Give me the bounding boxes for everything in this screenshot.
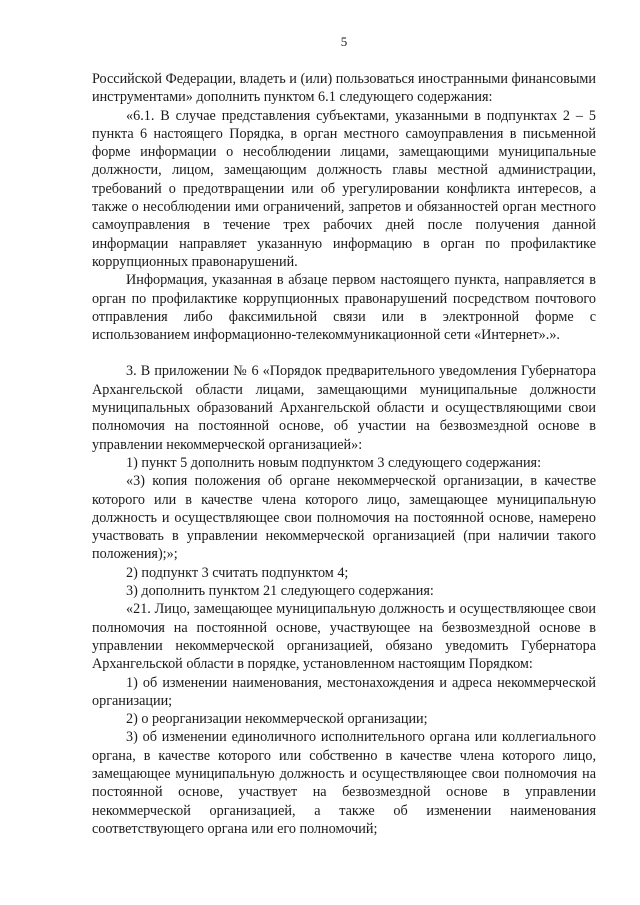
paragraph-10: 1) об изменении наименования, местонахождения и адреса некоммерческой организации; <box>92 674 596 709</box>
page-number: 5 <box>340 34 348 49</box>
paragraph-2: «6.1. В случае представления субъектами, указанными в подпунктах 2 – 5 пункта 6 настоящего Порядка, в орган местного самоуправления в письменной форме информации о несоблюдении лицами, замещающими муниципальные должности, лицом, замещающим должность главы местной администрации, требований о предотвращении или об урегулировании конфликта интересов, а также о несоблюдении ими ограничений, запретов и обязанностей орган местного самоуправления в течение трех рабочих дней после получения данной информации направляет указанную информацию в орган по профилактике коррупционных правонарушений. <box>92 107 596 270</box>
paragraph-8: 3) дополнить пунктом 21 следующего содержания: <box>126 583 434 600</box>
paragraph-3: Информация, указанная в абзаце первом настоящего пункта, направляется в орган по профилактике коррупционных правонарушений посредством почтового отправления либо факсимильной связи или в электронной форме с использованием информационно-телекоммуникационной сети «Интернет».». <box>92 272 596 344</box>
document-page <box>92 34 596 838</box>
paragraph-12: 3) об изменении единоличного исполнительного органа или коллегиального органа, в качестве которого или собственно в качестве члена которого лицо, замещающее муниципальную должность и осуществляющее свои полномочия на постоянной основе, участвует на безвозмездной основе в управлении некоммерческой организацией, а также об изменении наименования соответствующего органа или его полномочий; <box>92 729 596 837</box>
paragraph-11: 2) о реорганизации некоммерческой организации; <box>126 711 428 728</box>
paragraph-5: 1) пункт 5 дополнить новым подпунктом 3 следующего содержания: <box>126 454 542 471</box>
paragraph-1: Российской Федерации, владеть и (или) пользоваться иностранными финансовыми инструментами» дополнить пунктом 6.1 следующего содержания: <box>92 71 596 106</box>
paragraph-7: 2) подпункт 3 считать подпунктом 4; <box>126 564 349 581</box>
paragraph-spacer <box>92 344 596 362</box>
paragraph-9: «21. Лицо, замещающее муниципальную должность и осуществляющее свои полномочия на постоянной основе, участвующее на безвозмездной основе в управлении некоммерческой организацией, обязано уведомить Губернатора Архангельской области в порядке, установленном настоящим Порядком: <box>92 601 596 673</box>
paragraph-4: 3. В приложении № 6 «Порядок предварительного уведомления Губернатора Архангельской области лицами, замещающими муниципальные должности муниципальных образований Архангельской области и осуществляющими свои полномочия на постоянной основе, об участии на безвозмездной основе в управлении некоммерческой организацией»: <box>92 363 596 453</box>
paragraph-6: «3) копия положения об органе некоммерческой организации, в качестве которого или в качестве члена которого лицо, замещающее муниципальную должность и осуществляющее свои полномочия на постоянной основе, намерено участвовать в управлении некоммерческой организацией (при наличии такого положения);»; <box>92 473 596 563</box>
